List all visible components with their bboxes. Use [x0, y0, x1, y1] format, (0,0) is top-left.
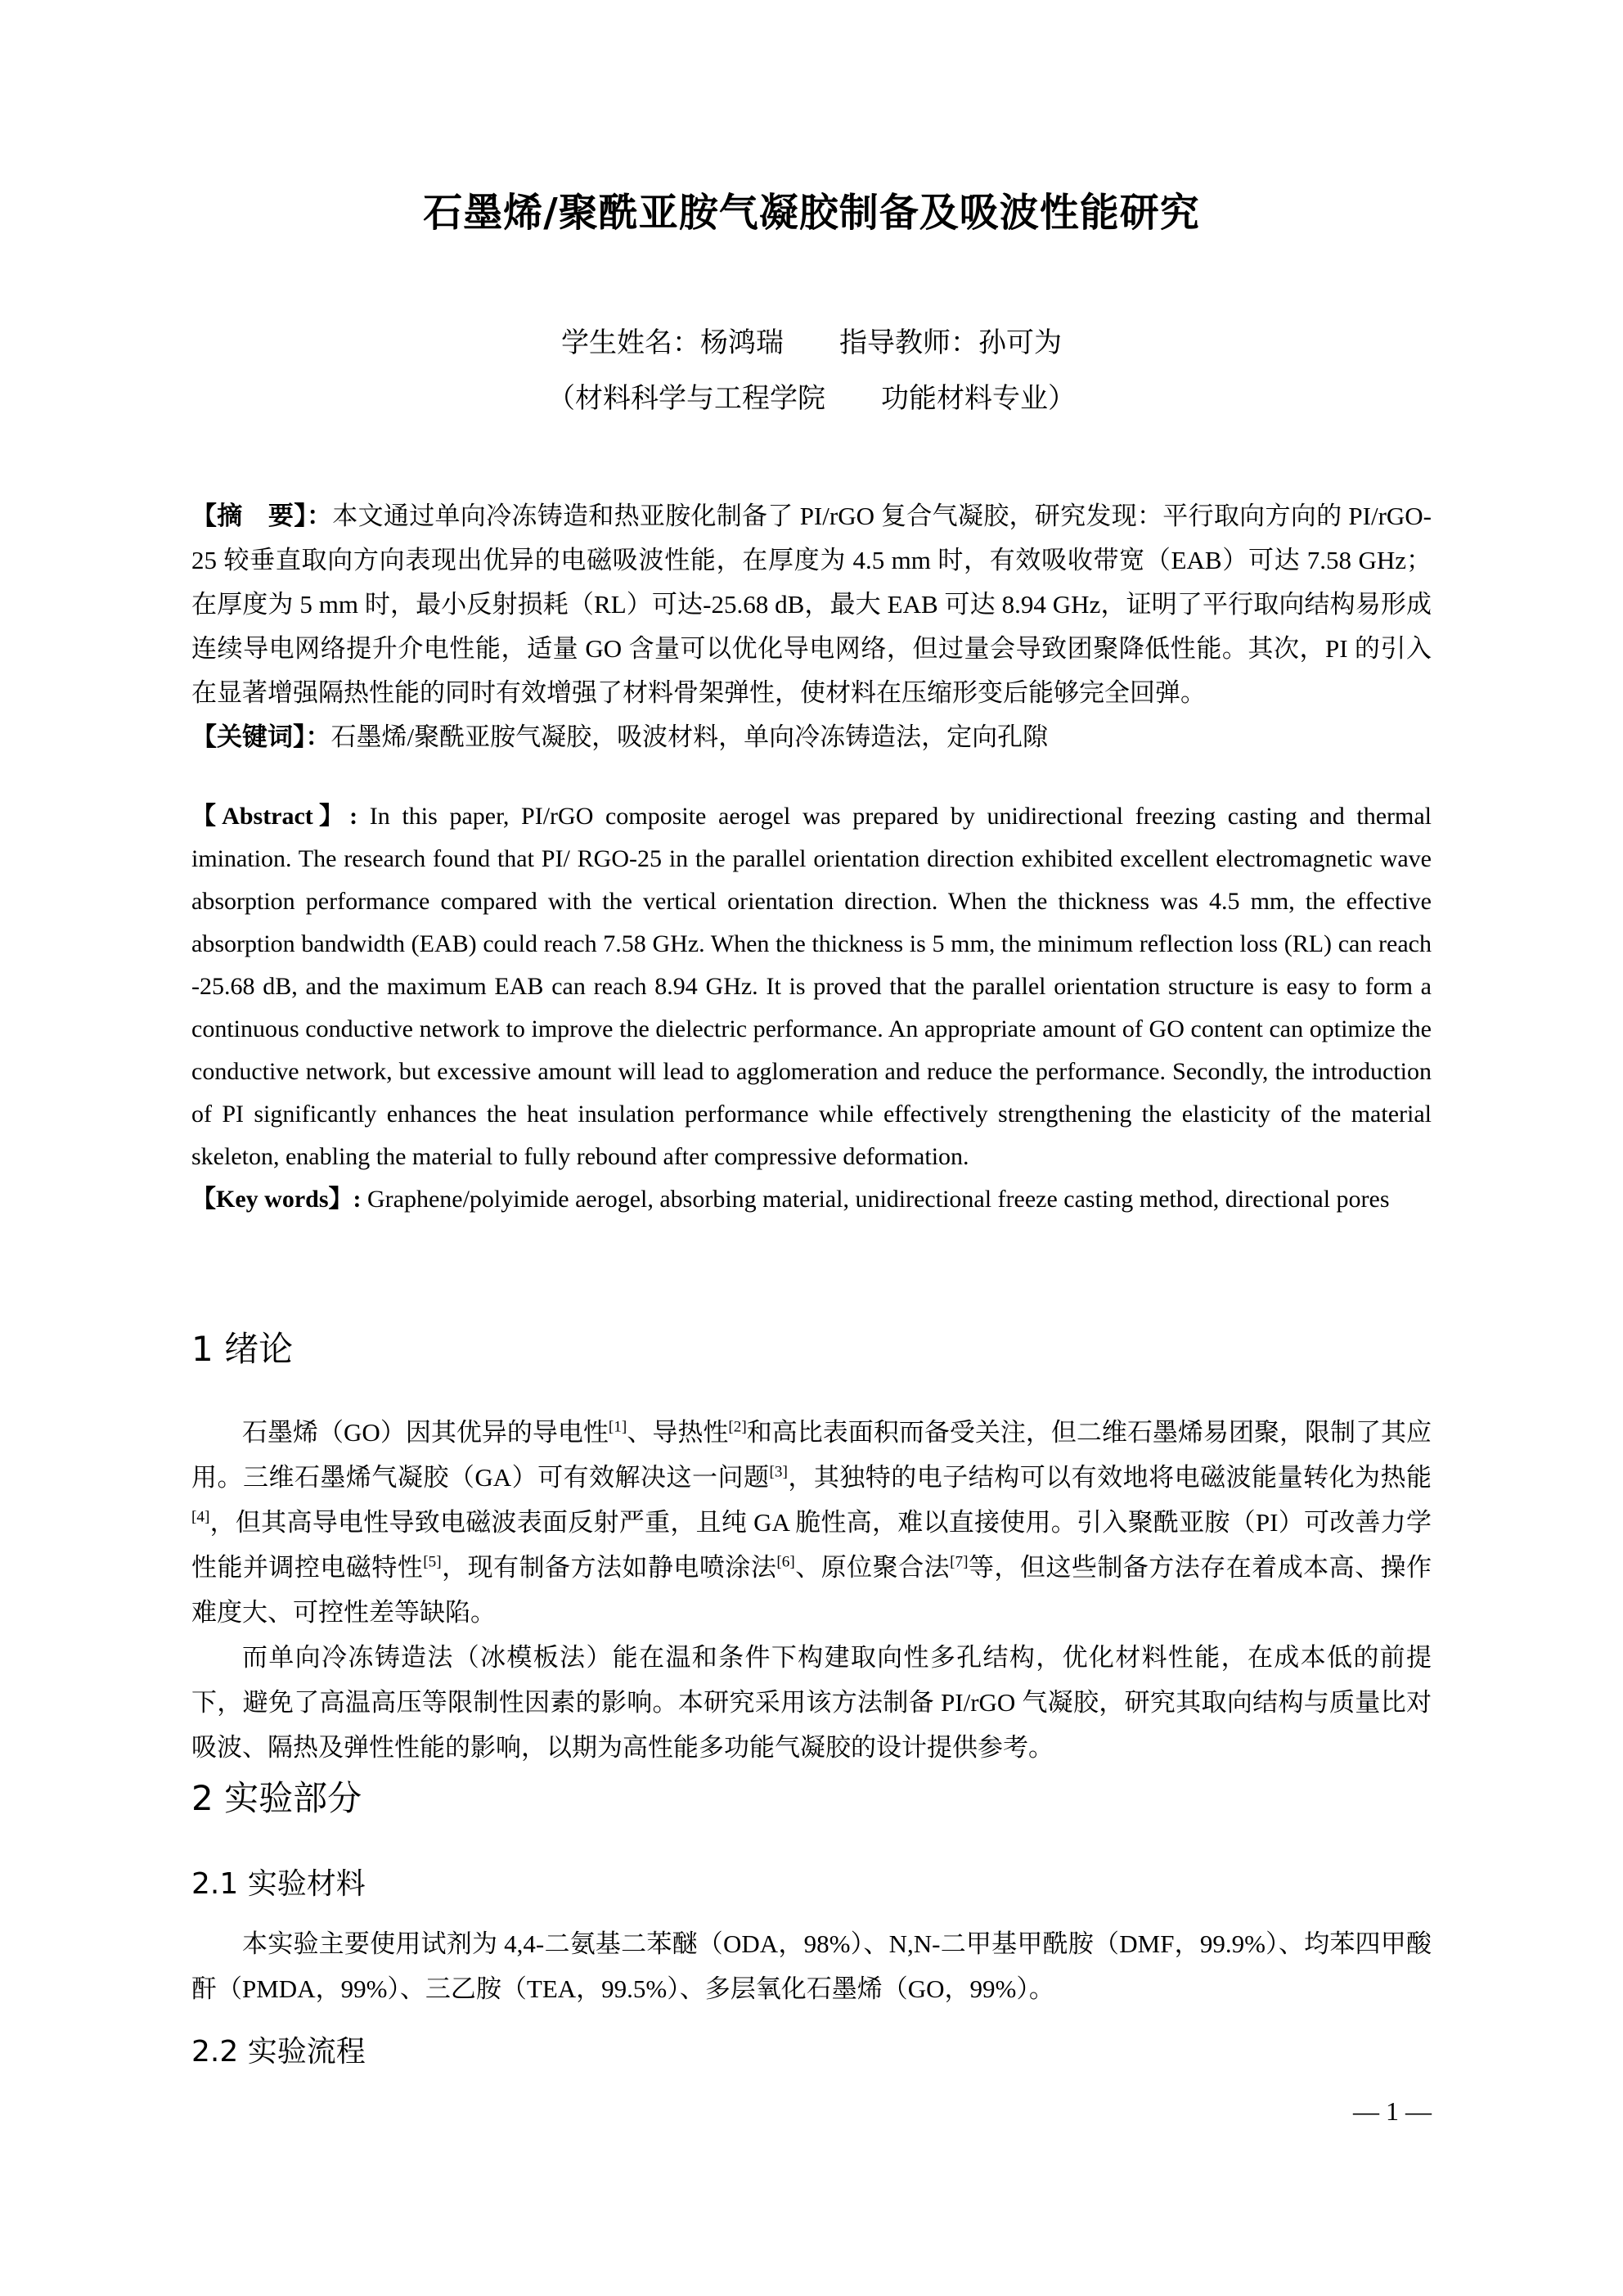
author-line: 学生姓名：杨鸿瑞 指导教师：孙可为 [561, 328, 1062, 358]
abstract-cn-paragraph [191, 494, 1432, 715]
materials-paragraph: 本实验主要使用试剂为 4,4-二氨基二苯醚（ODA，98%）、N,N-二甲基甲酰胺（DMF，99.9%）、均苯四甲酸酐（PMDA，99%）、三乙胺（TEA，99.5%）、多层氧化石墨烯（GO，99%）。 [191, 1929, 1432, 2003]
abstract-english [191, 795, 1432, 1221]
abstract-cn-label: 【摘 要】： [191, 502, 333, 530]
paper-content [0, 190, 1623, 2127]
intro-paragraph-2: 而单向冷冻铸造法（冰模板法）能在温和条件下构建取向性多孔结构，优化材料性能，在成本低的前提下，避免了高温高压等限制性因素的影响。本研究采用该方法制备 PI/rGO 气凝胶，研究其取向结构与质量比对吸波、隔热及弹性性能的影响，以期为高性能多功能气凝胶的设计提供参考。 [191, 1643, 1432, 1762]
abstract-chinese [191, 494, 1432, 759]
abstract-en-text: In this paper, PI/rGO composite aerogel was prepared by unidirectional freezing casting and thermal imination. The research found that PI/ RGO-25 in the parallel orientation direction exhibited excellent electromagnetic wave absorption performance compared with the vertical orientation direction. When the thickness was 4.5 mm, the effective absorption bandwidth (EAB) could reach 7.58 GHz. When the thickness is 5 mm, the minimum reflection loss (RL) can reach -25.68 dB, and the maximum EAB can reach 8.94 GHz. It is proved that the parallel orientation structure is easy to form a continuous conductive network to improve the dielectric performance. An appropriate amount of GO content can optimize the conductive network, but excessive amount will lead to agglomeration and reduce the performance. Secondly, the introduction of PI significantly enhances the heat insulation performance while effectively strengthening the elasticity of the material skeleton, enabling the material to fully rebound after compressive deformation. [191, 803, 1432, 1170]
abstract-cn-text: 本文通过单向冷冻铸造和热亚胺化制备了 PI/rGO 复合气凝胶，研究发现：平行取向方向的 PI/rGO-25 较垂直取向方向表现出优异的电磁吸波性能，在厚度为 4.5 mm 时，有效吸收带宽（EAB）可达 7.58 GHz；在厚度为 5 mm 时，最小反射损耗（RL）可达-25.68 dB，最大 EAB 可达 8.94 GHz，证明了平行取向结构易形成连续导电网络提升介电性能，适量 GO 含量可以优化导电网络，但过量会导致团聚降低性能。其次，PI 的引入在显著增强隔热性能的同时有效增强了材料骨架弹性，使材料在压缩形变后能够完全回弹。 [191, 502, 1432, 707]
page-number: — 1 — [1353, 2096, 1432, 2126]
section-1-heading: 1 绪论 [191, 1329, 294, 1369]
abstract-en-label: 【Abstract】: [191, 803, 370, 830]
section-2-1-heading: 2.1 实验材料 [191, 1867, 366, 1901]
paper-title: 石墨烯/聚酰亚胺气凝胶制备及吸波性能研究 [423, 190, 1200, 236]
intro-paragraph-1: 石墨烯（GO）因其优异的导电性[1]、导热性[2]和高比表面积而备受关注，但二维石墨烯易团聚，限制了其应用。三维石墨烯气凝胶（GA）可有效解决这一问题[3]，其独特的电子结构可以有效地将电磁波能量转化为热能[4]，但其高导电性导致电磁波表面反射严重，且纯 GA 脆性高，难以直接使用。引入聚酰亚胺（PI）可改善力学性能并调控电磁特性[5]，现有制备方法如静电喷涂法[6]、原位聚合法[7]等，但这些制备方法存在着成本高、操作难度大、可控性差等缺陷。 [191, 1418, 1432, 1627]
section-2-2-heading: 2.2 实验流程 [191, 2035, 366, 2069]
abstract-en-paragraph [191, 795, 1432, 1178]
keywords-en-label: 【Key words】: [191, 1186, 367, 1213]
keywords-en-paragraph [191, 1178, 1432, 1221]
affiliation-line: （材料科学与工程学院 功能材料专业） [547, 384, 1076, 414]
keywords-cn-label: 【关键词】： [191, 723, 331, 751]
keywords-en-text: Graphene/polyimide aerogel, absorbing material, unidirectional freeze casting method, directional pores [366, 1186, 1390, 1213]
keywords-cn-paragraph [191, 715, 1432, 759]
keywords-cn-text: 石墨烯/聚酰亚胺气凝胶，吸波材料，单向冷冻铸造法，定向孔隙 [330, 723, 1049, 751]
section-2-heading: 2 实验部分 [191, 1778, 362, 1818]
